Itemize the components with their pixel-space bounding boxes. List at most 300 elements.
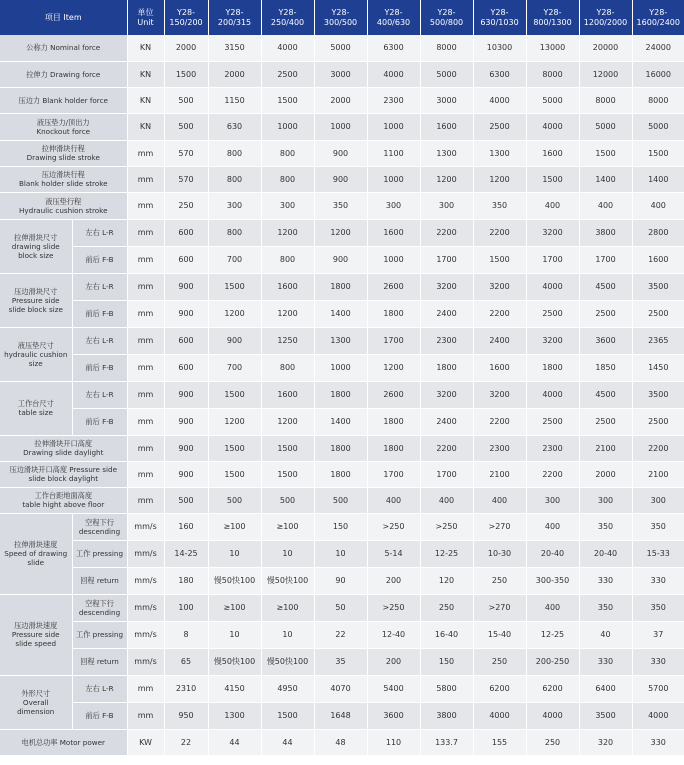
- value-cell: 1000: [367, 246, 420, 273]
- unit-cell: mm: [127, 192, 164, 219]
- value-cell: 6200: [526, 675, 579, 702]
- value-cell: 300: [526, 487, 579, 513]
- value-cell: 1500: [208, 435, 261, 461]
- value-cell: 4070: [314, 675, 367, 702]
- value-cell: 1200: [261, 300, 314, 327]
- param-sub-label: 左右 L-R: [72, 273, 127, 300]
- value-cell: 慢50快100: [261, 567, 314, 594]
- unit-cell: mm: [127, 381, 164, 408]
- value-cell: 2000: [579, 461, 632, 487]
- value-cell: 2200: [526, 461, 579, 487]
- value-cell: 4000: [526, 273, 579, 300]
- param-sub-label: 工作 pressing: [72, 621, 127, 648]
- value-cell: 1600: [420, 113, 473, 140]
- param-sub-label: 左右 L-R: [72, 327, 127, 354]
- value-cell: 6200: [473, 675, 526, 702]
- header-model: Y28- 1600/2400: [632, 0, 684, 35]
- value-cell: 8000: [632, 87, 684, 113]
- spec-row: [0, 487, 684, 513]
- value-cell: 1500: [208, 461, 261, 487]
- value-cell: ≥100: [208, 513, 261, 540]
- param-sub-label: 左右 L-R: [72, 219, 127, 246]
- value-cell: 1200: [367, 354, 420, 381]
- unit-cell: mm: [127, 354, 164, 381]
- value-cell: 1800: [526, 354, 579, 381]
- value-cell: 1600: [367, 219, 420, 246]
- value-cell: 8000: [526, 61, 579, 87]
- header-model: Y28- 630/1030: [473, 0, 526, 35]
- value-cell: 2365: [632, 327, 684, 354]
- spec-row: [0, 192, 684, 219]
- value-cell: 250: [473, 648, 526, 675]
- value-cell: ≥100: [261, 594, 314, 621]
- value-cell: 570: [164, 140, 208, 166]
- value-cell: 400: [473, 487, 526, 513]
- value-cell: 150: [420, 648, 473, 675]
- value-cell: 100: [164, 594, 208, 621]
- value-cell: 3200: [473, 273, 526, 300]
- value-cell: 14-25: [164, 540, 208, 567]
- value-cell: 1500: [261, 702, 314, 729]
- value-cell: 16-40: [420, 621, 473, 648]
- value-cell: 2600: [367, 381, 420, 408]
- spec-row: [0, 61, 684, 87]
- value-cell: 2500: [526, 300, 579, 327]
- value-cell: 600: [164, 354, 208, 381]
- value-cell: 8000: [579, 87, 632, 113]
- value-cell: 1800: [314, 461, 367, 487]
- value-cell: 10: [208, 621, 261, 648]
- spec-row: [0, 594, 684, 621]
- value-cell: 6300: [473, 61, 526, 87]
- spec-body: [0, 35, 684, 755]
- value-cell: 1500: [473, 246, 526, 273]
- value-cell: 300-350: [526, 567, 579, 594]
- param-sub-label: 前后 F-B: [72, 408, 127, 435]
- unit-cell: mm: [127, 487, 164, 513]
- value-cell: 1800: [420, 354, 473, 381]
- param-label: 公称力 Nominal force: [0, 35, 127, 61]
- value-cell: 3200: [526, 327, 579, 354]
- value-cell: 800: [208, 219, 261, 246]
- spec-row: [0, 621, 684, 648]
- param-label: 压边滑块开口高度 Pressure side slide block daylight: [0, 461, 127, 487]
- header-model: Y28- 800/1300: [526, 0, 579, 35]
- spec-row: [0, 87, 684, 113]
- value-cell: 900: [164, 273, 208, 300]
- value-cell: 2300: [526, 435, 579, 461]
- value-cell: 400: [632, 192, 684, 219]
- value-cell: 500: [261, 487, 314, 513]
- value-cell: 1000: [314, 354, 367, 381]
- value-cell: 600: [164, 327, 208, 354]
- unit-cell: mm: [127, 675, 164, 702]
- unit-cell: mm/s: [127, 648, 164, 675]
- value-cell: 350: [632, 594, 684, 621]
- header-unit: 单位 Unit: [127, 0, 164, 35]
- value-cell: 12000: [579, 61, 632, 87]
- value-cell: 12-25: [526, 621, 579, 648]
- param-label: 工作台距地面高度 table hight above floor: [0, 487, 127, 513]
- unit-cell: mm: [127, 408, 164, 435]
- value-cell: 1700: [420, 246, 473, 273]
- param-sub-label: 前后 F-B: [72, 354, 127, 381]
- value-cell: 1250: [261, 327, 314, 354]
- value-cell: 6300: [367, 35, 420, 61]
- spec-row: [0, 140, 684, 166]
- unit-cell: mm: [127, 461, 164, 487]
- value-cell: 50: [314, 594, 367, 621]
- value-cell: 1000: [261, 113, 314, 140]
- value-cell: 1200: [473, 166, 526, 192]
- value-cell: 10-30: [473, 540, 526, 567]
- value-cell: 1500: [579, 140, 632, 166]
- value-cell: 1800: [314, 381, 367, 408]
- unit-cell: KN: [127, 113, 164, 140]
- spec-row: [0, 540, 684, 567]
- value-cell: 800: [261, 354, 314, 381]
- unit-cell: mm: [127, 300, 164, 327]
- value-cell: 4150: [208, 675, 261, 702]
- value-cell: 1000: [367, 166, 420, 192]
- value-cell: 330: [632, 567, 684, 594]
- value-cell: 5000: [314, 35, 367, 61]
- header-model: Y28- 400/630: [367, 0, 420, 35]
- param-label: 拉伸滑块开口高度 Drawing slide daylight: [0, 435, 127, 461]
- value-cell: 5000: [579, 113, 632, 140]
- header-model: Y28- 300/500: [314, 0, 367, 35]
- value-cell: 4000: [261, 35, 314, 61]
- value-cell: >270: [473, 594, 526, 621]
- value-cell: 500: [164, 113, 208, 140]
- value-cell: 6400: [579, 675, 632, 702]
- value-cell: 1200: [208, 408, 261, 435]
- value-cell: 155: [473, 729, 526, 755]
- value-cell: 20-40: [579, 540, 632, 567]
- value-cell: 1200: [420, 166, 473, 192]
- spec-row: [0, 354, 684, 381]
- value-cell: 2000: [164, 35, 208, 61]
- param-label: 拉伸力 Drawing force: [0, 61, 127, 87]
- value-cell: 160: [164, 513, 208, 540]
- value-cell: 2200: [420, 219, 473, 246]
- value-cell: 20000: [579, 35, 632, 61]
- value-cell: 2000: [314, 87, 367, 113]
- value-cell: 2400: [420, 300, 473, 327]
- value-cell: 10: [314, 540, 367, 567]
- value-cell: 1648: [314, 702, 367, 729]
- value-cell: 1600: [526, 140, 579, 166]
- value-cell: 4500: [579, 381, 632, 408]
- param-label: 压边滑块行程 Blank holder slide stroke: [0, 166, 127, 192]
- param-label: 电机总功率 Motor power: [0, 729, 127, 755]
- param-sub-label: 前后 F-B: [72, 702, 127, 729]
- value-cell: 400: [579, 192, 632, 219]
- value-cell: 90: [314, 567, 367, 594]
- value-cell: 3000: [314, 61, 367, 87]
- value-cell: 300: [420, 192, 473, 219]
- value-cell: 13000: [526, 35, 579, 61]
- value-cell: 2200: [632, 435, 684, 461]
- value-cell: 4000: [526, 113, 579, 140]
- header-model: Y28- 500/800: [420, 0, 473, 35]
- spec-row: [0, 300, 684, 327]
- param-group-label: 工作台尺寸 table size: [0, 381, 72, 435]
- value-cell: 5-14: [367, 540, 420, 567]
- value-cell: 350: [579, 594, 632, 621]
- value-cell: 1150: [208, 87, 261, 113]
- value-cell: 2300: [367, 87, 420, 113]
- spec-row: [0, 327, 684, 354]
- value-cell: 4000: [632, 702, 684, 729]
- value-cell: 1600: [632, 246, 684, 273]
- value-cell: 4000: [473, 87, 526, 113]
- value-cell: 150: [314, 513, 367, 540]
- spec-row: [0, 567, 684, 594]
- value-cell: 133.7: [420, 729, 473, 755]
- value-cell: 44: [261, 729, 314, 755]
- value-cell: 24000: [632, 35, 684, 61]
- value-cell: 320: [579, 729, 632, 755]
- value-cell: 2310: [164, 675, 208, 702]
- value-cell: 15-40: [473, 621, 526, 648]
- value-cell: 1500: [164, 61, 208, 87]
- value-cell: 1500: [261, 87, 314, 113]
- spec-row: [0, 381, 684, 408]
- value-cell: 3200: [473, 381, 526, 408]
- value-cell: 2000: [208, 61, 261, 87]
- header-model: Y28- 200/315: [208, 0, 261, 35]
- value-cell: 1500: [632, 140, 684, 166]
- value-cell: 2500: [632, 300, 684, 327]
- value-cell: 1800: [367, 435, 420, 461]
- value-cell: 4000: [367, 61, 420, 87]
- param-group-label: 拉伸滑块尺寸 drawing slide block size: [0, 219, 72, 273]
- value-cell: 110: [367, 729, 420, 755]
- value-cell: 900: [164, 408, 208, 435]
- value-cell: 2400: [473, 327, 526, 354]
- value-cell: 1700: [367, 327, 420, 354]
- value-cell: 37: [632, 621, 684, 648]
- value-cell: 500: [208, 487, 261, 513]
- value-cell: 200: [367, 567, 420, 594]
- value-cell: ≥100: [261, 513, 314, 540]
- value-cell: 3500: [632, 381, 684, 408]
- unit-cell: KN: [127, 35, 164, 61]
- value-cell: 35: [314, 648, 367, 675]
- value-cell: 1200: [208, 300, 261, 327]
- value-cell: 1400: [314, 408, 367, 435]
- value-cell: 1300: [420, 140, 473, 166]
- value-cell: 1200: [261, 219, 314, 246]
- value-cell: 300: [367, 192, 420, 219]
- value-cell: 3200: [420, 381, 473, 408]
- value-cell: 400: [420, 487, 473, 513]
- value-cell: 5000: [526, 87, 579, 113]
- header-model: Y28- 250/400: [261, 0, 314, 35]
- value-cell: 2800: [632, 219, 684, 246]
- spec-row: [0, 702, 684, 729]
- value-cell: ≥100: [208, 594, 261, 621]
- unit-cell: mm/s: [127, 540, 164, 567]
- value-cell: 1000: [367, 113, 420, 140]
- value-cell: 4000: [526, 381, 579, 408]
- value-cell: 1400: [314, 300, 367, 327]
- value-cell: 3800: [579, 219, 632, 246]
- param-sub-label: 前后 F-B: [72, 300, 127, 327]
- value-cell: 250: [526, 729, 579, 755]
- value-cell: 2100: [579, 435, 632, 461]
- value-cell: 慢50快100: [261, 648, 314, 675]
- value-cell: 2500: [579, 408, 632, 435]
- param-sub-label: 回程 return: [72, 648, 127, 675]
- value-cell: 900: [314, 246, 367, 273]
- unit-cell: mm/s: [127, 594, 164, 621]
- value-cell: 1500: [261, 461, 314, 487]
- value-cell: 800: [261, 246, 314, 273]
- unit-cell: KN: [127, 87, 164, 113]
- value-cell: 2600: [367, 273, 420, 300]
- value-cell: 22: [314, 621, 367, 648]
- value-cell: 1800: [314, 273, 367, 300]
- value-cell: 10: [261, 540, 314, 567]
- value-cell: 1800: [314, 435, 367, 461]
- value-cell: 10: [208, 540, 261, 567]
- value-cell: 4000: [526, 702, 579, 729]
- value-cell: 2300: [420, 327, 473, 354]
- value-cell: 2500: [473, 113, 526, 140]
- param-group-label: 压边滑块速度 Pressure side slide speed: [0, 594, 72, 675]
- value-cell: 15-33: [632, 540, 684, 567]
- value-cell: 1300: [208, 702, 261, 729]
- value-cell: 400: [367, 487, 420, 513]
- value-cell: 350: [314, 192, 367, 219]
- param-group-label: 拉伸滑块速度 Speed of drawing slide: [0, 513, 72, 594]
- value-cell: 5700: [632, 675, 684, 702]
- spec-row: [0, 35, 684, 61]
- value-cell: 48: [314, 729, 367, 755]
- value-cell: 600: [164, 246, 208, 273]
- value-cell: 1600: [261, 381, 314, 408]
- value-cell: 1450: [632, 354, 684, 381]
- value-cell: 250: [164, 192, 208, 219]
- value-cell: 10: [261, 621, 314, 648]
- value-cell: 40: [579, 621, 632, 648]
- value-cell: 3500: [579, 702, 632, 729]
- value-cell: 400: [526, 192, 579, 219]
- value-cell: 1300: [473, 140, 526, 166]
- value-cell: 3800: [420, 702, 473, 729]
- value-cell: 250: [420, 594, 473, 621]
- value-cell: 330: [632, 648, 684, 675]
- unit-cell: mm/s: [127, 567, 164, 594]
- value-cell: 900: [208, 327, 261, 354]
- value-cell: 8: [164, 621, 208, 648]
- unit-cell: mm: [127, 435, 164, 461]
- param-group-label: 压边滑块尺寸 Pressure side slide block size: [0, 273, 72, 327]
- param-sub-label: 空程下行 descending: [72, 594, 127, 621]
- spec-row: [0, 246, 684, 273]
- value-cell: 800: [208, 140, 261, 166]
- value-cell: 900: [164, 381, 208, 408]
- value-cell: 180: [164, 567, 208, 594]
- value-cell: 1700: [579, 246, 632, 273]
- value-cell: 500: [314, 487, 367, 513]
- param-sub-label: 左右 L-R: [72, 381, 127, 408]
- value-cell: 12-25: [420, 540, 473, 567]
- value-cell: 5800: [420, 675, 473, 702]
- param-label: 液压垫力/顶出力 Knockout force: [0, 113, 127, 140]
- value-cell: 1000: [314, 113, 367, 140]
- value-cell: 3500: [632, 273, 684, 300]
- value-cell: 300: [579, 487, 632, 513]
- value-cell: 2500: [632, 408, 684, 435]
- value-cell: 2500: [579, 300, 632, 327]
- value-cell: 350: [632, 513, 684, 540]
- value-cell: 4500: [579, 273, 632, 300]
- param-sub-label: 前后 F-B: [72, 246, 127, 273]
- value-cell: 2500: [261, 61, 314, 87]
- value-cell: 1700: [367, 461, 420, 487]
- value-cell: 1300: [314, 327, 367, 354]
- value-cell: 330: [632, 729, 684, 755]
- unit-cell: mm: [127, 327, 164, 354]
- value-cell: 8000: [420, 35, 473, 61]
- value-cell: 200-250: [526, 648, 579, 675]
- value-cell: 700: [208, 354, 261, 381]
- unit-cell: KW: [127, 729, 164, 755]
- value-cell: 1100: [367, 140, 420, 166]
- value-cell: 1200: [314, 219, 367, 246]
- value-cell: 400: [526, 594, 579, 621]
- spec-row: [0, 675, 684, 702]
- value-cell: 250: [473, 567, 526, 594]
- spec-row: [0, 219, 684, 246]
- value-cell: 400: [526, 513, 579, 540]
- value-cell: 900: [164, 300, 208, 327]
- spec-row: [0, 513, 684, 540]
- value-cell: 2100: [632, 461, 684, 487]
- value-cell: 2300: [473, 435, 526, 461]
- value-cell: 900: [314, 166, 367, 192]
- value-cell: 500: [164, 87, 208, 113]
- unit-cell: mm: [127, 140, 164, 166]
- value-cell: 3200: [420, 273, 473, 300]
- value-cell: 300: [632, 487, 684, 513]
- value-cell: 65: [164, 648, 208, 675]
- unit-cell: mm: [127, 166, 164, 192]
- header-model: Y28- 1200/2000: [579, 0, 632, 35]
- param-group-label: 外形尺寸 Overall dimension: [0, 675, 72, 729]
- value-cell: >250: [420, 513, 473, 540]
- value-cell: 1500: [526, 166, 579, 192]
- value-cell: 800: [208, 166, 261, 192]
- value-cell: 1700: [526, 246, 579, 273]
- param-label: 拉伸滑块行程 Drawing slide stroke: [0, 140, 127, 166]
- value-cell: 1600: [261, 273, 314, 300]
- value-cell: 350: [473, 192, 526, 219]
- value-cell: 1600: [473, 354, 526, 381]
- param-label: 压边力 Blank holder force: [0, 87, 127, 113]
- value-cell: 1800: [367, 408, 420, 435]
- value-cell: 330: [579, 567, 632, 594]
- value-cell: 350: [579, 513, 632, 540]
- unit-cell: mm: [127, 702, 164, 729]
- header-row: [0, 0, 684, 35]
- value-cell: 2200: [420, 435, 473, 461]
- value-cell: 3600: [579, 327, 632, 354]
- value-cell: 800: [261, 166, 314, 192]
